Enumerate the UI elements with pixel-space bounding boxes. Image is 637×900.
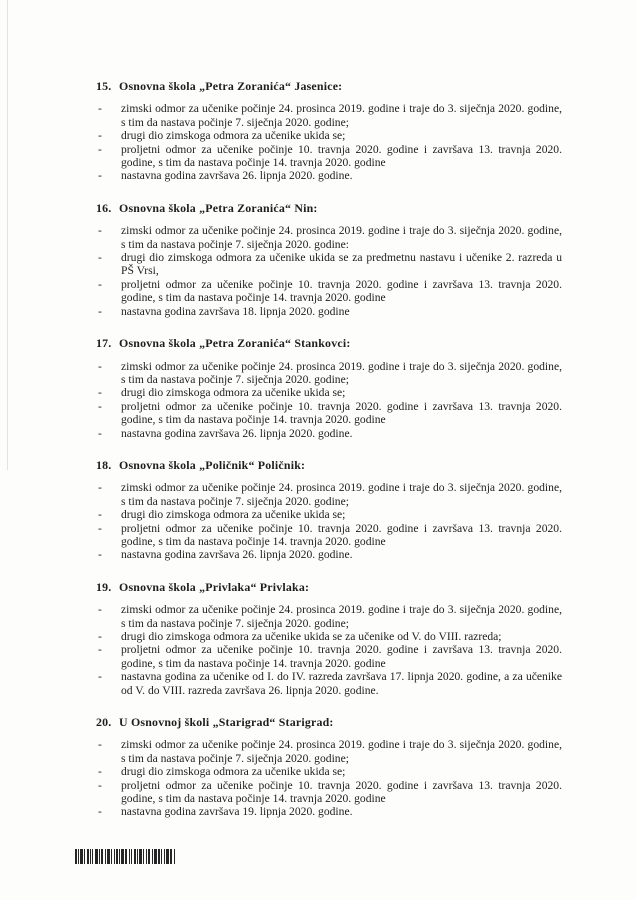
bullet-dash: - [98,521,102,535]
bullet-item [96,169,562,182]
section-title: Osnovna škola „Petra Zoranića“ Nin: [119,200,318,215]
bullet-text: zimski odmor za učenike počinje 24. prosinca 2019. godine i traje do 3. siječnja 2020. godine, s tim da nastava počinje 7. siječnja 2020. godine; [121,102,562,129]
bullet-text: proljetni odmor za učenike počinje 10. travnja 2020. godine i završava 13. travnja 2020. godine, s tim da nastava počinje 14. travnja 2020. godine [121,643,562,670]
bullet-dash: - [98,251,102,265]
bullet-item [96,224,562,251]
bullet-text: zimski odmor za učenike počinje 24. prosinca 2019. godine i traje do 3. siječnja 2020. godine, s tim da nastava počinje 7. siječnja 2020. godine; [121,738,562,765]
bullet-text: nastavna godina završava 26. lipnja 2020. godine. [121,548,353,562]
bullet-dash: - [98,426,102,440]
bullet-item [96,508,562,521]
bullet-item [96,102,562,129]
bullet-text: zimski odmor za učenike počinje 24. prosinca 2019. godine i traje do 3. siječnja 2020. godine, s tim da nastava počinje 7. siječnja 2020. godine; [121,481,562,508]
bullet-text: proljetni odmor za učenike počinje 10. travnja 2020. godine i završava 13. travnja 2020. godine, s tim da nastava počinje 14. travnja 2020. godine [121,399,562,427]
section-heading [96,337,562,350]
section-number: 17. [96,336,112,351]
bullet-item [96,481,562,508]
section-heading [96,80,562,93]
section-heading [96,581,562,594]
bullet-item [96,630,562,643]
bullet-item [96,251,562,278]
scan-edge-artifact [7,0,8,470]
bullet-item [96,548,562,561]
section-number: 20. [96,715,112,730]
bullet-dash: - [98,778,102,792]
bullet-text: drugi dio zimskoga odmora za učenike ukida se; [121,508,346,522]
bullet-dash: - [98,304,102,318]
section-heading [96,716,562,729]
bullet-text: drugi dio zimskoga odmora za učenike ukida se; [121,386,346,400]
bullet-dash: - [98,630,102,643]
bullet-dash: - [98,765,102,779]
bullet-text: zimski odmor za učenike počinje 24. prosinca 2019. godine i traje do 3. siječnja 2020. godine, s tim da nastava počinje 7. siječnja 2020. godine; [121,603,562,630]
section-16 [96,202,562,318]
bullet-dash: - [98,169,102,183]
section-18 [96,459,562,562]
section-number: 19. [96,579,112,594]
bullet-dash: - [98,738,102,752]
bullet-dash: - [98,508,102,522]
section-19 [96,581,562,697]
bullet-item [96,427,562,440]
section-title: Osnovna škola „Petra Zoranića“ Stankovci: [119,336,351,351]
bullet-text: drugi dio zimskoga odmora za učenike ukida se; [121,129,346,143]
bullet-item [96,779,562,806]
bullet-item [96,522,562,549]
bullet-text: zimski odmor za učenike počinje 24. prosinca 2019. godine i traje do 3. siječnja 2020. godine, s tim da nastava počinje 7. siječnja 2020. godine; [121,359,562,386]
bullet-item [96,400,562,427]
bullet-item [96,143,562,170]
bullet-dash: - [98,643,102,657]
section-heading [96,202,562,215]
bullet-item [96,765,562,778]
bullet-text: zimski odmor za učenike počinje 24. prosinca 2019. godine i traje do 3. siječnja 2020. godine, s tim da nastava počinje 7. siječnja 2020. godine: [121,224,562,251]
section-number: 16. [96,200,112,215]
bullet-dash: - [98,548,102,562]
bullet-text: drugi dio zimskoga odmora za učenike ukida se; [121,765,346,779]
bullet-item [96,738,562,765]
bullet-dash: - [98,142,102,156]
bullet-item [96,670,562,697]
bullet-dash: - [98,359,102,373]
section-heading [96,459,562,472]
bullet-text: nastavna godina za učenike od I. do IV. razreda završava 17. lipnja 2020. godine, a za učenike od V. do VIII. razreda završava 26. lipnja 2020. godine. [121,670,562,697]
bullet-item [96,129,562,142]
bullet-text: nastavna godina završava 26. lipnja 2020. godine. [121,426,353,440]
bullet-dash: - [98,670,102,684]
bullet-item [96,360,562,387]
bullet-dash: - [98,129,102,143]
bullet-text: proljetni odmor za učenike počinje 10. travnja 2020. godine i završava 13. travnja 2020. godine, s tim da nastava počinje 14. travnja 2020. godine [121,142,562,170]
section-title: Osnovna škola „Poličnik“ Poličnik: [119,457,306,472]
section-17 [96,337,562,440]
bullet-dash: - [98,805,102,819]
bullet-item [96,305,562,318]
section-number: 15. [96,79,112,93]
bullet-item [96,278,562,305]
bullet-text: nastavna godina završava 19. lipnja 2020. godine. [121,805,353,819]
bullet-item [96,805,562,818]
bullet-text: nastavna godina završava 18. lipnja 2020. godine [121,304,350,318]
bullet-dash: - [98,386,102,400]
bullet-dash: - [98,277,102,291]
bullet-dash: - [98,224,102,238]
section-title: Osnovna škola „Petra Zoranića“ Jasenice: [119,79,343,93]
section-15 [96,80,562,183]
bullet-item [96,643,562,670]
section-number: 18. [96,457,112,472]
bullet-text: proljetni odmor za učenike počinje 10. travnja 2020. godine i završava 13. travnja 2020. godine, s tim da nastava počinje 14. travnja 2020. godine [121,521,562,548]
bullet-dash: - [98,102,102,116]
barcode [75,849,176,864]
bullet-item [96,386,562,399]
bullet-dash: - [98,603,102,617]
section-title: Osnovna škola „Privlaka“ Privlaka: [119,579,310,594]
bullet-text: drugi dio zimskoga odmora za učenike ukida se za predmetnu nastavu i učenike 2. razreda u PŠ Vrsi, [121,251,562,278]
bullet-text: nastavna godina završava 26. lipnja 2020. godine. [121,169,353,183]
bullet-dash: - [98,399,102,413]
section-20 [96,716,562,819]
section-title: U Osnovnoj školi „Starigrad“ Starigrad: [119,715,334,730]
document-content [96,80,562,838]
bullet-text: proljetni odmor za učenike počinje 10. travnja 2020. godine i završava 13. travnja 2020. godine, s tim da nastava počinje 14. travnja 2020. godine [121,778,562,806]
bullet-text: drugi dio zimskoga odmora za učenike ukida se za učenike od V. do VIII. razreda; [121,630,502,643]
bullet-item [96,603,562,630]
bullet-dash: - [98,481,102,495]
bullet-text: proljetni odmor za učenike počinje 10. travnja 2020. godine i završava 13. travnja 2020. godine, s tim da nastava počinje 14. travnja 2020. godine [121,277,562,305]
